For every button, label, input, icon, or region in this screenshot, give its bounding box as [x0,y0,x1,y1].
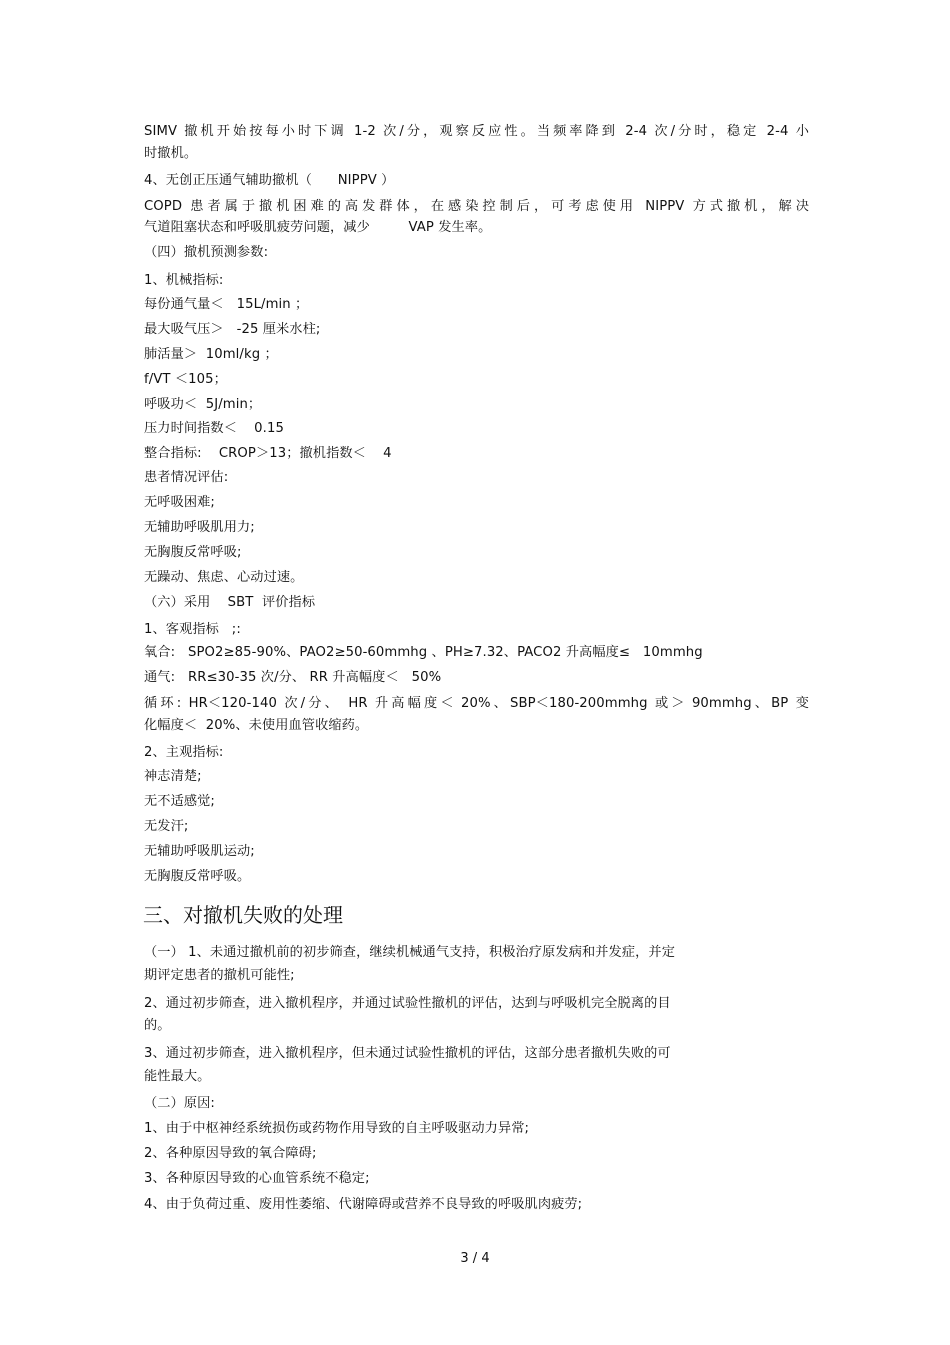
text-line: 肺活量＞ 10ml/kg ； [144,347,278,362]
page-number: 3 / 4 [460,1251,490,1266]
text-line: 1、机械指标: [144,273,224,288]
text-line: 无呼吸困难; [144,495,215,510]
text-line: 无胸腹反常呼吸; [144,545,242,560]
text-line: 化幅度＜ 20%、未使用血管收缩药。 [144,718,369,733]
text-line: 能性最大。 [144,1069,211,1084]
text-line: 最大吸气压＞ -25 厘米水柱; [144,322,321,337]
text-line: （四）撤机预测参数: [144,245,269,260]
text-line: COPD 患者属于撤机困难的高发群体，在感染控制后，可考虑使用 NIPPV 方式撤机，解决 [144,199,809,214]
text-line: 无发汗; [144,819,189,834]
text-line: 无躁动、焦虑、心动过速。 [144,570,304,585]
text-line: 呼吸功＜ 5J/min； [144,397,262,412]
text-line: 1、由于中枢神经系统损伤或药物作用导致的自主呼吸驱动力异常; [144,1121,530,1136]
text-line: 1、客观指标 ;: [144,622,241,637]
text-line: f/VT ＜105； [144,372,227,387]
text-line: 时撤机。 [144,146,198,161]
text-line: 3、通过初步筛查，进入撤机程序，但未通过试验性撤机的评估，这部分患者撤机失败的可 [144,1046,671,1061]
text-line: 2、各种原因导致的氧合障碍; [144,1146,317,1161]
text-line: 气道阻塞状态和呼吸肌疲劳问题，减少 VAP 发生率。 [144,220,492,235]
text-line: 期评定患者的撤机可能性; [144,968,295,983]
text-line: 压力时间指数＜ 0.15 [144,421,284,436]
text-line: 通气: RR≤30-35 次/分、 RR 升高幅度＜ 50% [144,670,442,685]
text-line: （六）采用 SBT 评价指标 [144,595,316,610]
text-line: （二）原因: [144,1096,215,1111]
text-line: 无胸腹反常呼吸。 [144,869,251,884]
text-line: 无辅助呼吸肌运动; [144,844,255,859]
text-line: 4、无创正压通气辅助撤机（ NIPPV ） [144,173,395,188]
text-line: （一） 1、未通过撤机前的初步筛查，继续机械通气支持，积极治疗原发病和并发症，并定 [144,945,675,960]
text-line: 4、由于负荷过重、废用性萎缩、代谢障碍或营养不良导致的呼吸肌肉疲劳; [144,1197,583,1212]
text-line: 2、主观指标: [144,745,224,760]
section-heading: 三、对撤机失败的处理 [143,903,343,927]
text-line: 循环: HR＜120-140 次/分、 HR 升高幅度＜ 20%、SBP＜180-200mmhg 或＞ 90mmhg、BP 变 [144,696,809,711]
text-line: 神志清楚; [144,769,202,784]
text-line: 的。 [144,1018,171,1033]
text-line: 无辅助呼吸肌用力; [144,520,255,535]
text-line: 2、通过初步筛查，进入撤机程序，并通过试验性撤机的评估，达到与呼吸机完全脱离的目 [144,996,671,1011]
text-line: 整合指标: CROP＞13；撤机指数＜ 4 [144,446,392,461]
text-line: 患者情况评估: [144,470,229,485]
text-line: 每份通气量＜ 15L/min ； [144,297,309,312]
text-line: 无不适感觉; [144,794,215,809]
text-line: SIMV 撤机开始按每小时下调 1-2 次/分，观察反应性。当频率降到 2-4 次/分时，稳定 2-4 小 [144,124,809,139]
text-line: 氧合: SPO2≥85-90%、PAO2≥50-60mmhg 、PH≥7.32、PACO2 升高幅度≤ 10mmhg [144,645,703,660]
text-line: 3、各种原因导致的心血管系统不稳定; [144,1171,370,1186]
